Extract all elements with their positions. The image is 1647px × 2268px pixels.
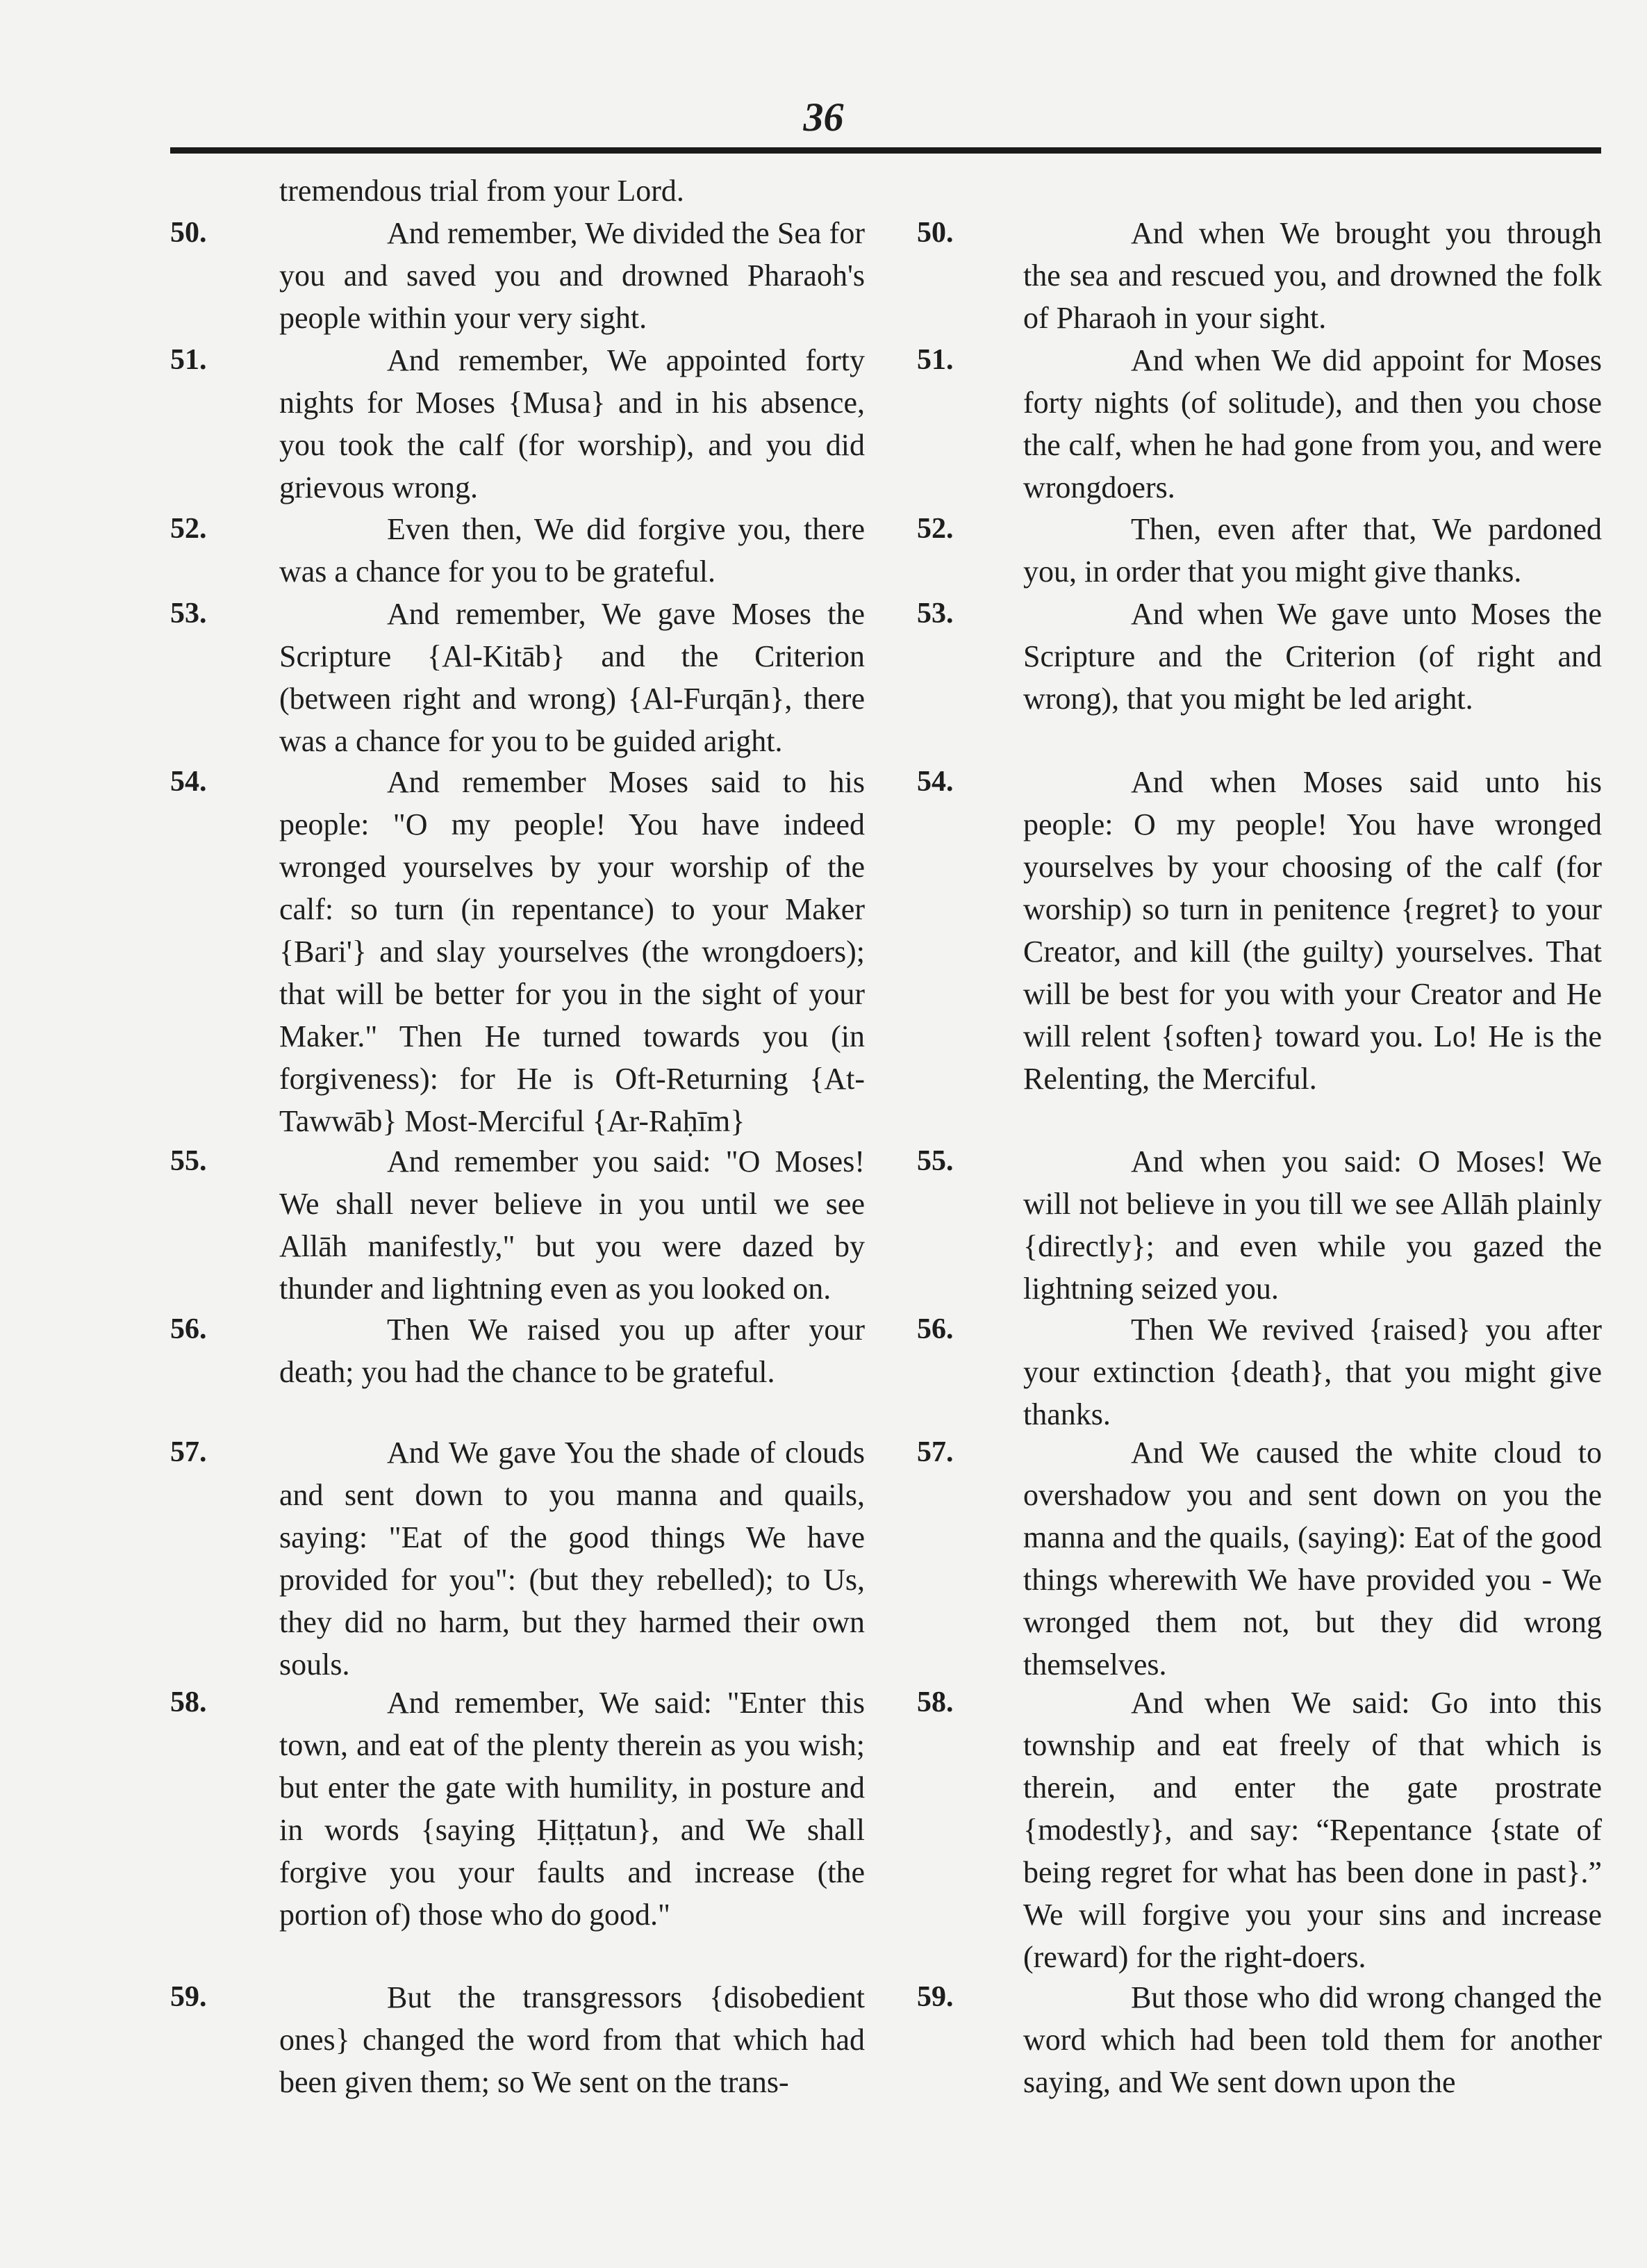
verse-text: And We gave You the shade of clouds and sent down to you manna and quails, saying: "Eat of the good things We have provided for you": (but they rebelled); to Us, they did no harm, but they harmed their own souls. [279, 1436, 865, 1682]
verse-number: 54. [170, 766, 207, 798]
page-number: 36 [803, 94, 844, 140]
verse-number: 55. [917, 1145, 954, 1177]
header-rule [170, 147, 1601, 154]
verse-number: 53. [170, 598, 207, 630]
verse-text: And remember Moses said to his people: "O my people! You have indeed wronged yourselves by your worship of the calf: so turn (in repentance) to your Maker {Bari'} and slay yourselves (the wrongdoers); that will be better for you in the sight of your Maker." Then He turned towards you (in forgiveness): for He is Oft-Returning {At-Tawwāb} Most-Merciful {Ar-Raḥīm} [279, 765, 865, 1138]
verse-text: And remember, We appointed forty nights for Moses {Musa} and in his absence, you took the calf (for worship), and you did grievous wrong. [279, 343, 865, 504]
verse-number: 53. [917, 598, 954, 630]
verse-number: 55. [170, 1145, 207, 1177]
verse-number: 59. [170, 1981, 207, 2013]
verse-number: 51. [170, 344, 207, 376]
verse-text: And remember, We said: "Enter this town, and eat of the plenty therein as you wish; but enter the gate with humility, in posture and in words {saying Ḥiṭṭatun}, and We shall forgive you your faults and increase (the portion of) those who do good." [279, 1686, 865, 1932]
verse-number: 56. [917, 1313, 954, 1345]
verse-number: 50. [170, 217, 207, 249]
verse-text: But the transgressors {disobedient ones} changed the word from that which had been given them; so We sent on the trans- [279, 1980, 865, 2099]
verse-number: 50. [917, 217, 954, 249]
verse-text: And when We gave unto Moses the Scripture and the Criterion (of right and wrong), that you might be led aright. [1023, 597, 1602, 716]
verse-number: 52. [170, 513, 207, 545]
verse-number: 52. [917, 513, 954, 545]
verse-number: 56. [170, 1313, 207, 1345]
verse-number: 57. [170, 1436, 207, 1468]
verse-text: And when you said: O Moses! We will not believe in you till we see Allāh plainly {directly}; and even while you gazed the lightning seized you. [1023, 1144, 1602, 1306]
verse-number: 58. [170, 1686, 207, 1718]
verse-number: 59. [917, 1981, 954, 2013]
left-continuation-text: tremendous trial from your Lord. [279, 174, 684, 208]
verse-text: Then, even after that, We pardoned you, in order that you might give thanks. [1023, 512, 1602, 589]
verse-text: And remember, We divided the Sea for you and saved you and drowned Pharaoh's people within your very sight. [279, 216, 865, 335]
verse-text: Then We raised you up after your death; you had the chance to be grateful. [279, 1313, 865, 1389]
verse-text: Then We revived {raised} you after your extinction {death}, that you might give thanks. [1023, 1313, 1602, 1431]
verse-text: And when We brought you through the sea and rescued you, and drowned the folk of Pharaoh in your sight. [1023, 216, 1602, 335]
verse-text: And remember, We gave Moses the Scripture {Al-Kitāb} and the Criterion (between right and wrong) {Al-Furqān}, there was a chance for you to be guided aright. [279, 597, 865, 758]
verse-text: But those who did wrong changed the word which had been told them for another saying, and We sent down upon the [1023, 1980, 1602, 2099]
verse-number: 51. [917, 344, 954, 376]
verse-text: And We caused the white cloud to overshadow you and sent down on you the manna and the quails, (saying): Eat of the good things wherewith We have provided you - We wronged them not, but they did wrong themselves. [1023, 1436, 1602, 1682]
verse-number: 54. [917, 766, 954, 798]
verse-number: 57. [917, 1436, 954, 1468]
verse-number: 58. [917, 1686, 954, 1718]
verse-text: And when We did appoint for Moses forty nights (of solitude), and then you chose the calf, when he had gone from you, and were wrongdoers. [1023, 343, 1602, 504]
verse-text: And remember you said: "O Moses! We shall never believe in you until we see Allāh manifestly," but you were dazed by thunder and lightning even as you looked on. [279, 1144, 865, 1306]
verse-text: And when We said: Go into this township and eat freely of that which is therein, and enter the gate prostrate {modestly}, and say: “Repentance {state of being regret for what has been done in past}.” We will forgive you your sins and increase (reward) for the right-doers. [1023, 1686, 1602, 1974]
verse-text: Even then, We did forgive you, there was a chance for you to be grateful. [279, 512, 865, 589]
verse-text: And when Moses said unto his people: O my people! You have wronged yourselves by your choosing of the calf (for worship) so turn in penitence {regret} to your Creator, and kill (the guilty) yourselves. That will be best for you with your Creator and He will relent {soften} toward you. Lo! He is the Relenting, the Merciful. [1023, 765, 1602, 1096]
